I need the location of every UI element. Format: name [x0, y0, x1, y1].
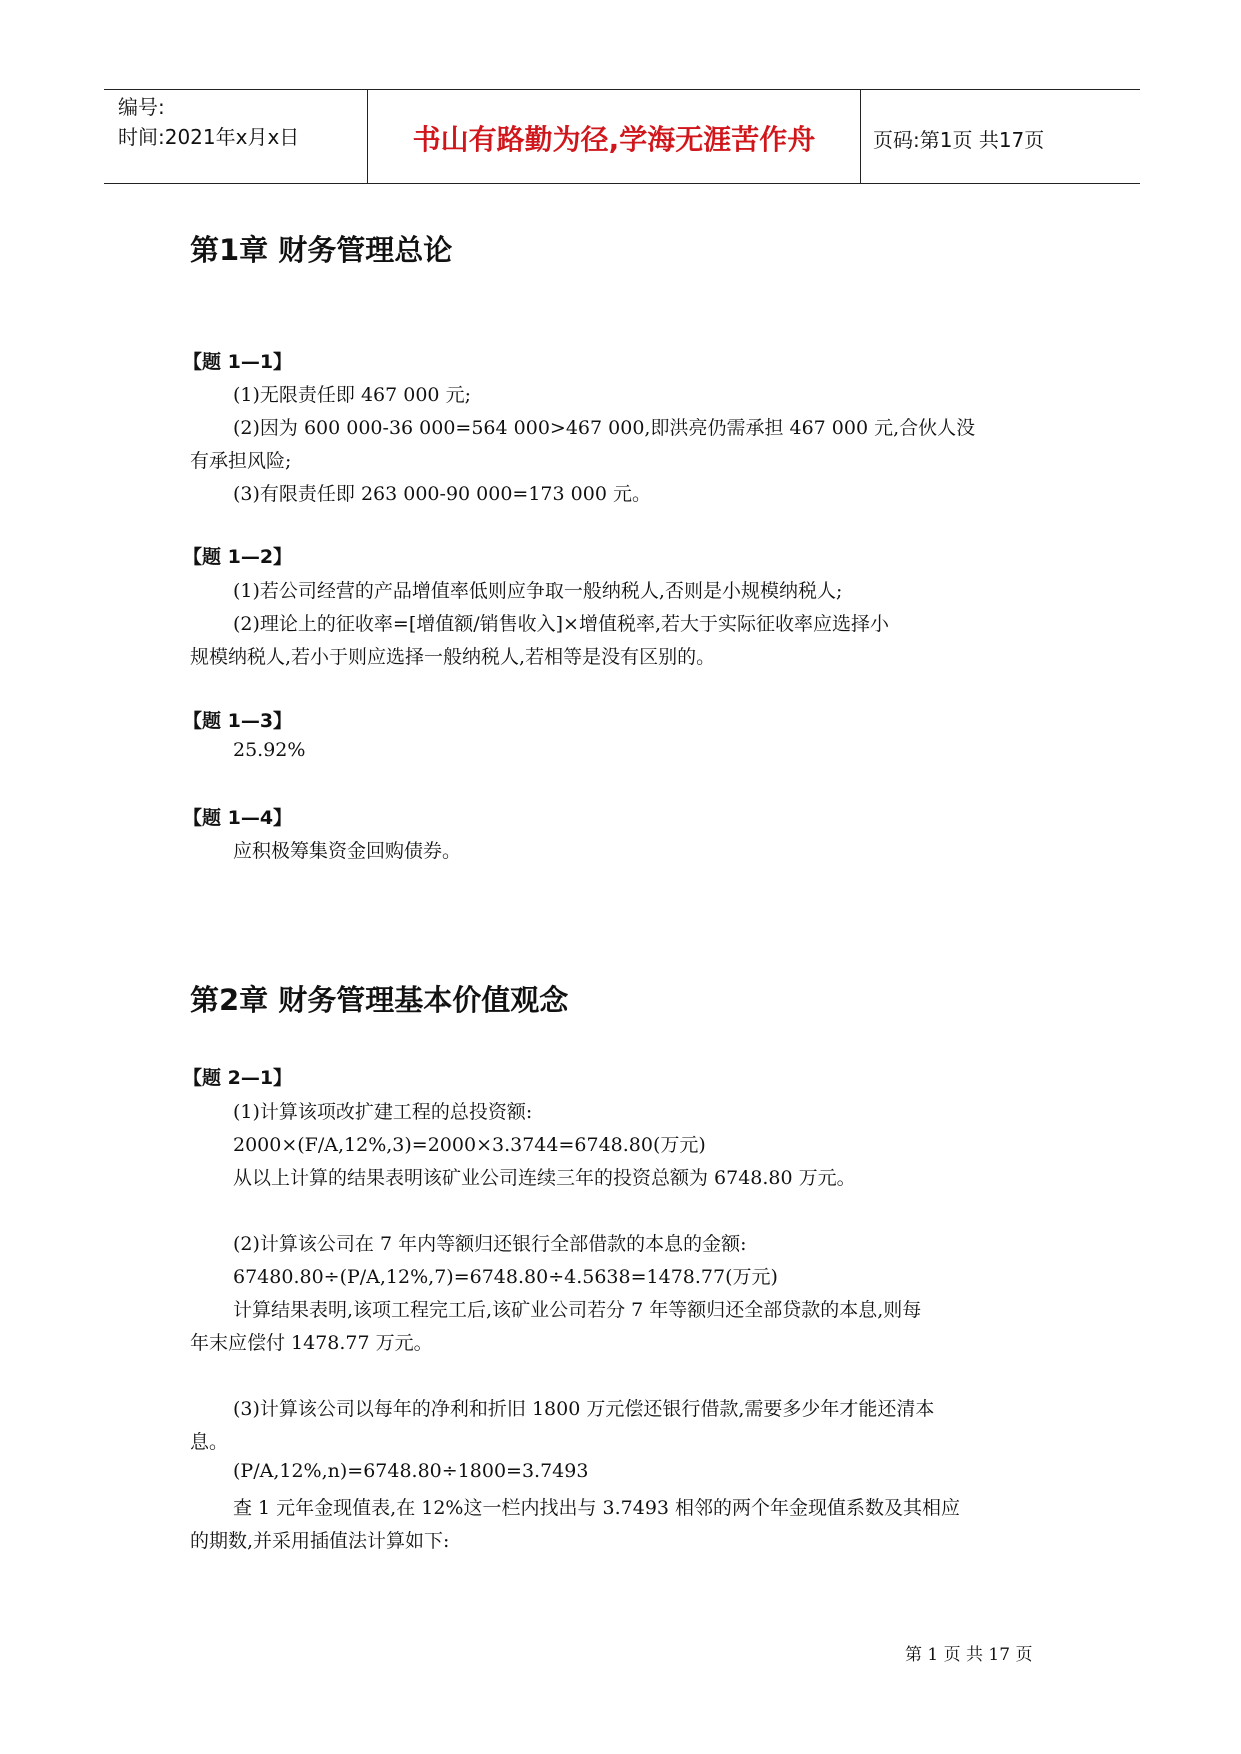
- question-2-1-line: 查 1 元年金现值表,在 12%这一栏内找出与 3.7493 相邻的两个年金现值系数及其相应: [233, 1497, 961, 1519]
- question-1-4-line: 应积极筹集资金回购债券。: [233, 840, 462, 862]
- question-1-4-title: 【题 1—4】: [183, 807, 293, 829]
- header-bottom-line: [104, 183, 1140, 184]
- question-1-2-title: 【题 1—2】: [183, 546, 293, 568]
- header-divider-left: [367, 90, 368, 184]
- question-2-1-line: 的期数,并采用插值法计算如下:: [190, 1530, 450, 1552]
- question-2-1-line: (1)计算该项改扩建工程的总投资额:: [233, 1101, 533, 1123]
- header-left-block: [118, 92, 299, 152]
- question-1-2-line: (2)理论上的征收率=[增值额/销售收入]×增值税率,若大于实际征收率应选择小: [233, 613, 890, 635]
- header-top-line: [104, 89, 1140, 90]
- chapter-1-title: 第1章 财务管理总论: [190, 233, 453, 267]
- header-divider-right: [860, 90, 861, 184]
- question-1-1-title: 【题 1—1】: [183, 351, 293, 373]
- question-1-1-line: (1)无限责任即 467 000 元;: [233, 384, 471, 406]
- question-2-1-line: 息。: [190, 1431, 229, 1453]
- header-motto: 书山有路勤为径,学海无涯苦作舟: [412, 123, 816, 156]
- question-1-3-line: 25.92%: [233, 739, 306, 761]
- question-2-1-title: 【题 2—1】: [183, 1067, 293, 1089]
- header-page-info: 页码:第1页 共17页: [873, 128, 1045, 152]
- question-1-2-line: 规模纳税人,若小于则应选择一般纳税人,若相等是没有区别的。: [190, 646, 716, 668]
- question-1-1-line: 有承担风险;: [190, 450, 292, 472]
- question-2-1-line: 2000×(F/A,12%,3)=2000×3.3744=6748.80(万元): [233, 1134, 706, 1156]
- question-1-3-title: 【题 1—3】: [183, 710, 293, 732]
- question-1-1-line: (2)因为 600 000-36 000=564 000>467 000,即洪亮仍需承担 467 000 元,合伙人没: [233, 417, 976, 439]
- question-2-1-line: (3)计算该公司以每年的净利和折旧 1800 万元偿还银行借款,需要多少年才能还清本: [233, 1398, 935, 1420]
- question-1-2-line: (1)若公司经营的产品增值率低则应争取一般纳税人,否则是小规模纳税人;: [233, 580, 843, 602]
- question-2-1-line: (2)计算该公司在 7 年内等额归还银行全部借款的本息的金额:: [233, 1233, 747, 1255]
- question-2-1-line: 计算结果表明,该项工程完工后,该矿业公司若分 7 年等额归还全部贷款的本息,则每: [233, 1299, 922, 1321]
- chapter-2-title: 第2章 财务管理基本价值观念: [190, 983, 569, 1017]
- question-2-1-line: (P/A,12%,n)=6748.80÷1800=3.7493: [233, 1460, 589, 1482]
- serial-number-label: 编号:: [118, 95, 165, 119]
- question-2-1-line: 67480.80÷(P/A,12%,7)=6748.80÷4.5638=1478.77(万元): [233, 1266, 778, 1288]
- question-1-1-line: (3)有限责任即 263 000-90 000=173 000 元。: [233, 483, 651, 505]
- footer-page-number: 第 1 页 共 17 页: [905, 1645, 1033, 1665]
- question-2-1-line: 年末应偿付 1478.77 万元。: [190, 1332, 433, 1354]
- time-label: 时间:2021年x月x日: [118, 125, 300, 149]
- question-2-1-line: 从以上计算的结果表明该矿业公司连续三年的投资总额为 6748.80 万元。: [233, 1167, 856, 1189]
